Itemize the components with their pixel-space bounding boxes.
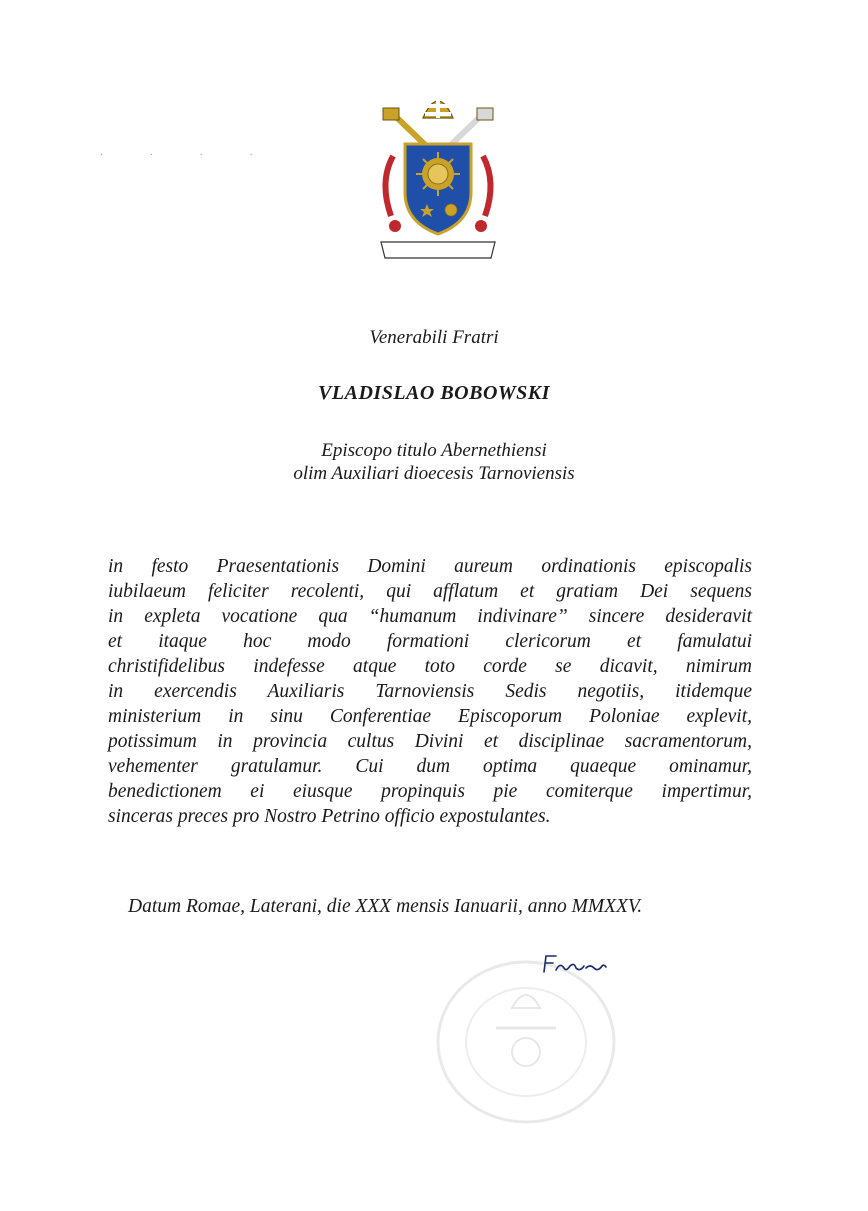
handwritten-signature [540,950,610,976]
speck-marks: · · · · [100,150,275,161]
body-line: sinceras preces pro Nostro Petrino officio expostulantes. [108,806,551,827]
body-line: christifidelibus indefesse atque toto corde se dicavit, nimirum [108,656,752,677]
body-line: in festo Praesentationis Domini aureum ordinationis episcopalis [108,556,752,577]
letter-body [108,554,752,829]
date-line: Datum Romae, Laterani, die XXX mensis Ianuarii, anno MMXXV. [128,896,643,917]
body-line: iubilaeum feliciter recolenti, qui afflatum et gratiam Dei sequens [108,581,752,602]
papal-coat-of-arms [373,82,503,264]
recipient-title-line-2: olim Auxiliari dioecesis Tarnoviensis [293,463,575,484]
body-line: potissimum in provincia cultus Divini et disciplinae sacramentorum, [108,731,752,752]
body-line: benedictionem ei eiusque propinquis pie comiterque impertimur, [108,781,752,802]
salutation: Venerabili Fratri [369,327,499,348]
recipient-title-line-1: Episcopo titulo Abernethiensi [321,440,547,461]
recipient-name: VLADISLAO BOBOWSKI [318,382,550,404]
body-line: vehementer gratulamur. Cui dum optima quaeque ominamur, [108,756,752,777]
body-line: ministerium in sinu Conferentiae Episcoporum Poloniae explevit, [108,706,752,727]
body-line: in expleta vocatione qua “humanum indivinare” sincere desideravit [108,606,752,627]
body-line: in exercendis Auxiliaris Tarnoviensis Sedis negotiis, itidemque [108,681,752,702]
body-line: et itaque hoc modo formationi clericorum et famulatui [108,631,752,652]
